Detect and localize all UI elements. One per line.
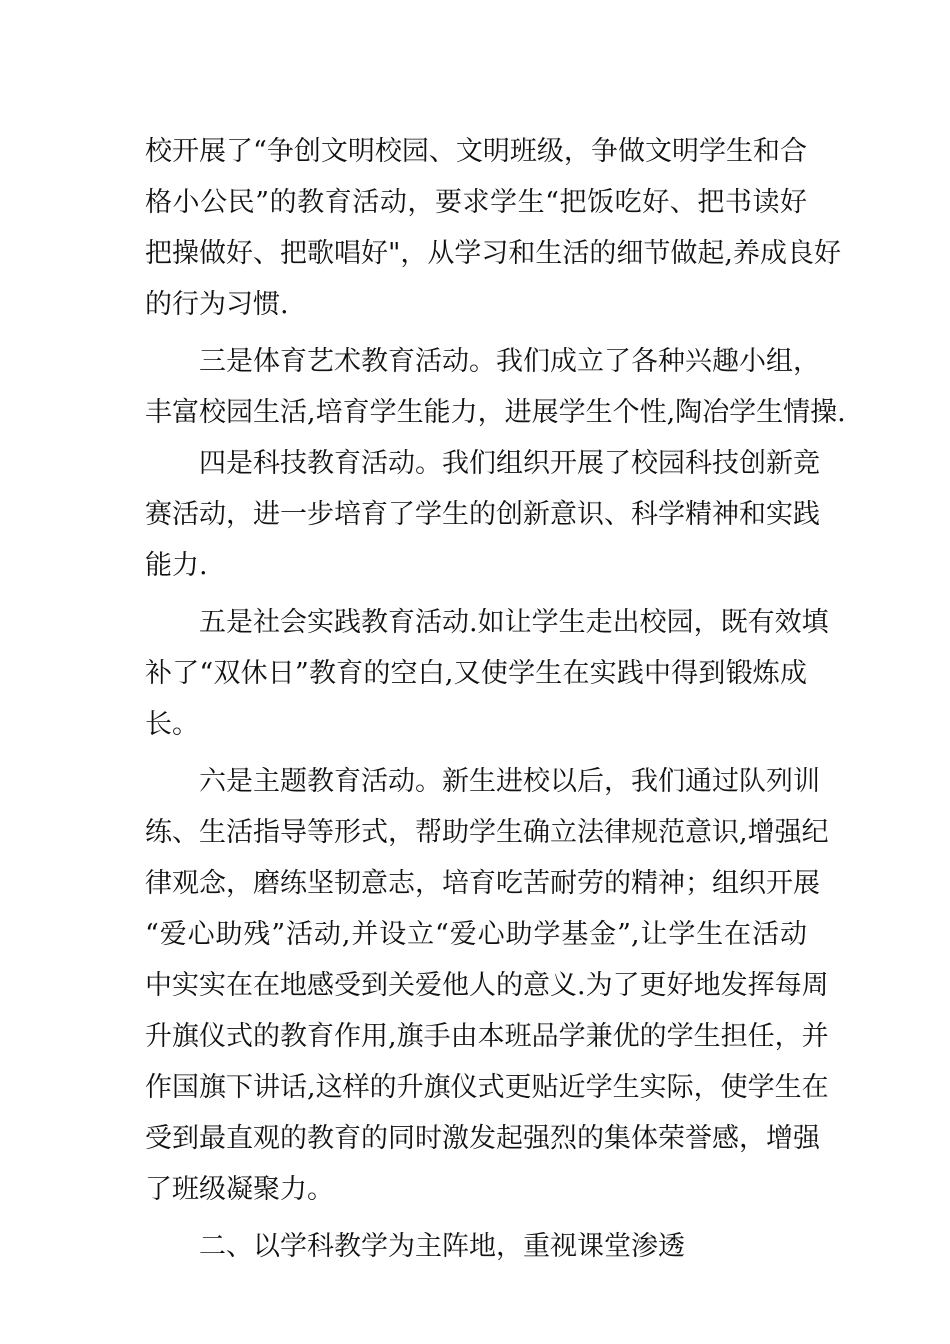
text-line: 六是主题教育活动。新生进校以后，我们通过队列训: [199, 766, 820, 797]
text-line: 能力.: [145, 550, 208, 581]
text-line: 律观念，磨练坚韧意志，培育吃苦耐劳的精神；组织开展: [145, 868, 820, 899]
section-heading: [145, 1221, 807, 1272]
text-line: 三是体育艺术教育活动。我们成立了各种兴趣小组，: [199, 346, 820, 377]
text-line: 校开展了“争创文明校园、文明班级，争做文明学生和合: [145, 136, 807, 167]
text-line: 中实实在在地感受到关爱他人的意义.为了更好地发挥每周: [145, 970, 829, 1001]
text-line: 的行为习惯.: [145, 289, 289, 320]
text-line: 格小公民”的教育活动，要求学生“把饭吃好、把书读好: [145, 187, 807, 218]
paragraph-sports-arts: [145, 336, 846, 438]
text-line: 受到最直观的教育的同时激发起强烈的集体荣誉感，增强: [145, 1123, 820, 1154]
text-line: 长。: [145, 709, 199, 740]
section-heading-text: 二、以学科教学为主阵地，重视课堂渗透: [199, 1231, 685, 1262]
text-line: 赛活动，进一步培育了学生的创新意识、科学精神和实践: [145, 499, 820, 530]
text-line: 四是科技教育活动。我们组织开展了校园科技创新竞: [199, 448, 820, 479]
paragraph-social-practice: [145, 597, 829, 750]
text-line: 升旗仪式的教育作用,旗手由本班品学兼优的学生担任，并: [145, 1021, 829, 1052]
paragraph-theme-education: [145, 756, 829, 1215]
document-body: [145, 126, 846, 1272]
text-line: 了班级凝聚力。: [145, 1174, 334, 1205]
paragraph-science-tech: [145, 438, 820, 591]
text-line: 把操做好、把歌唱好"，从学习和生活的细节做起,养成良好: [145, 238, 842, 269]
text-line: 练、生活指导等形式，帮助学生确立法律规范意识,增强纪: [145, 817, 829, 848]
text-line: 补了“双休日”教育的空白,又使学生在实践中得到锻炼成: [145, 658, 807, 689]
text-line: 作国旗下讲话,这样的升旗仪式更贴近学生实际，使学生在: [145, 1072, 829, 1103]
text-line: “爱心助残”活动,并设立“爱心助学基金”,让学生在活动: [145, 919, 807, 950]
text-line: 丰富校园生活,培育学生能力，进展学生个性,陶冶学生情操.: [145, 397, 846, 428]
paragraph-civility-campaign: [145, 126, 842, 330]
text-line: 五是社会实践教育活动.如让学生走出校园，既有效填: [199, 607, 829, 638]
